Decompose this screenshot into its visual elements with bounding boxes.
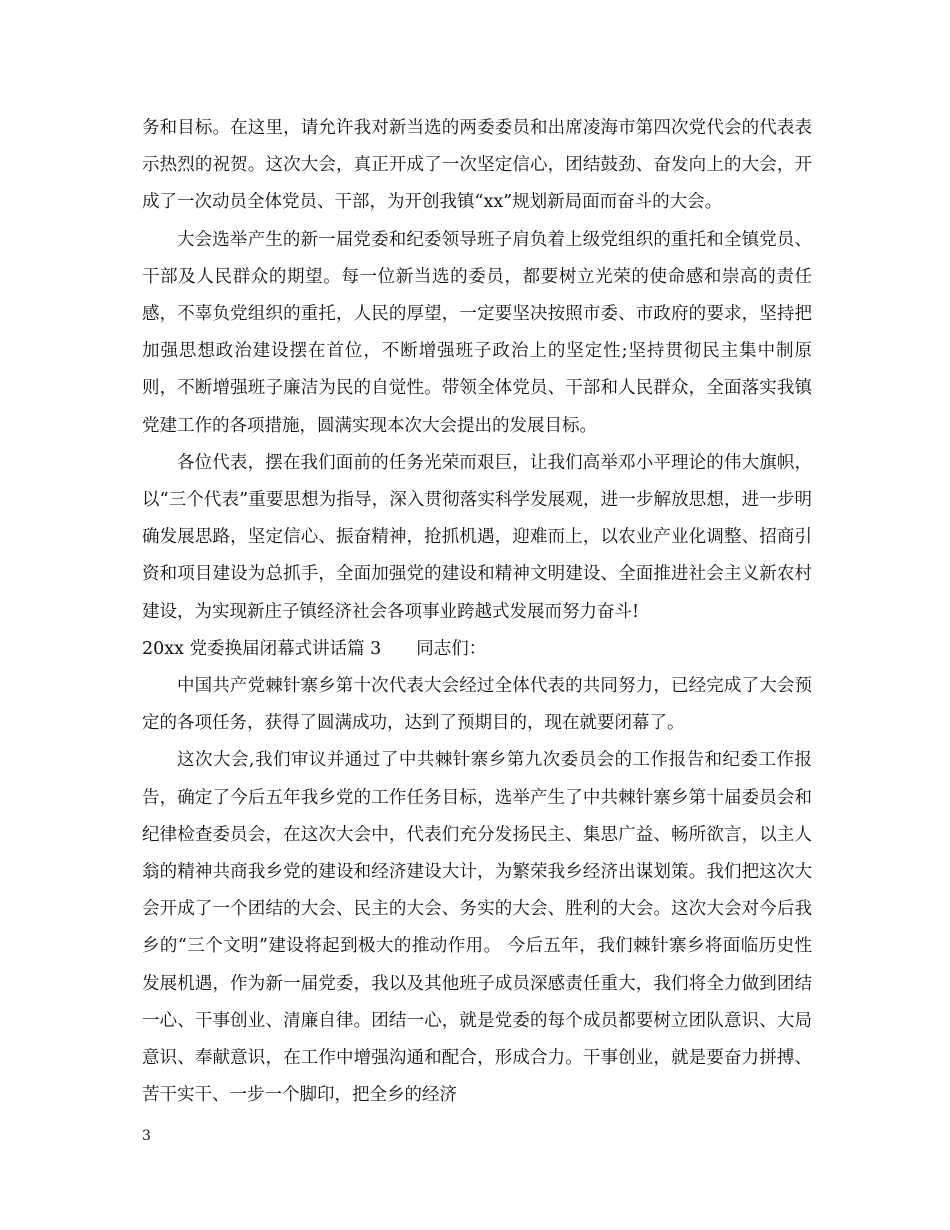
document-body: [142, 110, 812, 1114]
paragraph-2: 大会选举产生的新一届党委和纪委领导班子肩负着上级党组织的重托和全镇党员、干部及人民群众的期望。每一位新当选的委员，都要树立光荣的使命感和崇高的责任感，不辜负党组织的重托，人民的厚望，一定要坚决按照市委、市政府的要求，坚持把加强思想政治建设摆在首位，不断增强班子政治上的坚定性;坚持贯彻民主集中制原则，不断增强班子廉洁为民的自觉性。带领全体党员、干部和人民群众，全面落实我镇党建工作的各项措施，圆满实现本次大会提出的发展目标。: [142, 229, 812, 436]
page-number: 3: [142, 1128, 151, 1144]
paragraph-5: 这次大会,我们审议并通过了中共棘针寨乡第九次委员会的工作报告和纪委工作报告，确定了今后五年我乡党的工作任务目标，选举产生了中共棘针寨乡第十届委员会和纪律检查委员会，在这次大会中，代表们充分发扬民主、集思广益、畅所欲言，以主人翁的精神共商我乡党的建设和经济建设大计，为繁荣我乡经济出谋划策。我们把这次大会开成了一个团结的大会、民主的大会、务实的大会、胜利的大会。这次大会对今后我乡的“三个文明”建设将起到极大的推动作用。 今后五年，我们棘针寨乡将面临历史性发展机遇，作为新一届党委，我以及其他班子成员深感责任重大，我们将全力做到团结一心、干事创业、清廉自律。团结一心，就是党委的每个成员都要树立团队意识、大局意识、奉献意识，在工作中增强沟通和配合，形成合力。干事创业，就是要奋力拼搏、苦干实干、一步一个脚印，把全乡的经济: [142, 750, 812, 1106]
paragraph-4: 中国共产党棘针寨乡第十次代表大会经过全体代表的共同努力，已经完成了大会预定的各项任务，获得了圆满成功，达到了预期目的，现在就要闭幕了。: [142, 676, 812, 734]
paragraph-3: 各位代表，摆在我们面前的任务光荣而艰巨，让我们高举邓小平理论的伟大旗帜，以“三个代表”重要思想为指导，深入贯彻落实科学发展观，进一步解放思想，进一步明确发展思路，坚定信心、振奋精神，抢抓机遇，迎难而上，以农业产业化调整、招商引资和项目建设为总抓手，全面加强党的建设和精神文明建设、全面推进社会主义新农村建设，为实现新庄子镇经济社会各项事业跨越式发展而努力奋斗!: [142, 452, 812, 622]
section-heading: 20xx 党委换届闭幕式讲话篇 3 同志们：: [142, 638, 487, 659]
paragraph-1: 务和目标。在这里，请允许我对新当选的两委委员和出席凌海市第四次党代会的代表表示热烈的祝贺。这次大会，真正开成了一次坚定信心，团结鼓劲、奋发向上的大会，开成了一次动员全体党员、干部，为开创我镇“xx”规划新局面而奋斗的大会。: [142, 118, 812, 213]
